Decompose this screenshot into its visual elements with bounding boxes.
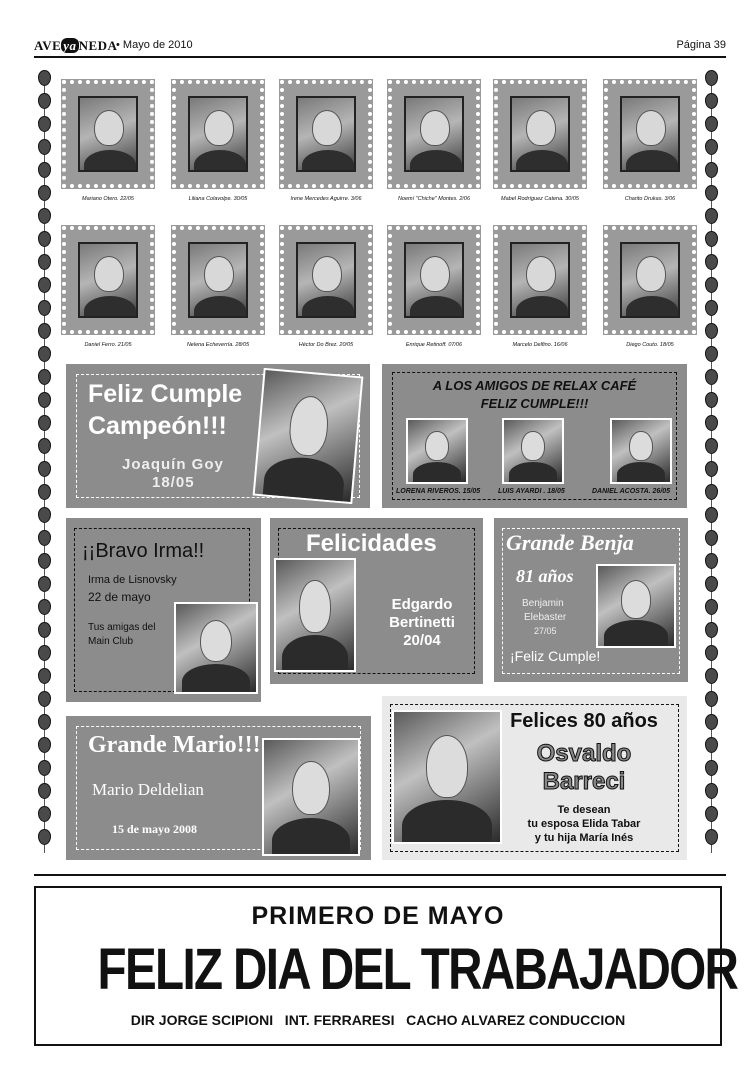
- stamp-caption: Irene Mercedes Aguirre. 3/06: [290, 196, 362, 202]
- portrait-photo: [78, 96, 138, 172]
- birthday-stamp: [604, 80, 696, 188]
- portrait-photo: [620, 96, 680, 172]
- balloon-icon: [705, 829, 718, 845]
- balloon-icon: [38, 599, 51, 615]
- balloon-icon: [38, 231, 51, 247]
- birthday-stamp: [172, 226, 264, 334]
- portrait-photo: [620, 242, 680, 318]
- balloon-icon: [705, 300, 718, 316]
- edgardo-photo: [274, 558, 356, 672]
- card-irma-title: ¡¡Bravo Irma!!: [82, 540, 205, 562]
- balloon-icon: [705, 346, 718, 362]
- birthday-stamp: [494, 226, 586, 334]
- balloon-icon: [38, 277, 51, 293]
- card-benja-wish: ¡Feliz Cumple!: [510, 648, 601, 664]
- balloon-icon: [705, 254, 718, 270]
- balloon-icon: [705, 576, 718, 592]
- balloon-icon: [38, 162, 51, 178]
- balloon-icon: [705, 185, 718, 201]
- stamp-caption: Noemí "Chiche" Montes. 2/06: [397, 196, 471, 202]
- balloon-icon: [38, 415, 51, 431]
- card-irma: [66, 518, 261, 702]
- balloon-icon: [38, 484, 51, 500]
- card-benja-age: 81 años: [516, 566, 574, 586]
- card-campeon-date: 18/05: [152, 474, 195, 491]
- balloon-icon: [38, 576, 51, 592]
- birthday-stamp: [62, 80, 154, 188]
- balloon-icon: [38, 737, 51, 753]
- page-number: Página 39: [676, 39, 726, 51]
- card-felicidades-date: 20/04: [403, 632, 441, 649]
- logo-left: AVE: [34, 38, 62, 53]
- friend-caption-1: LORENA RIVEROS. 15/05: [396, 488, 481, 495]
- balloon-border-left: [36, 70, 54, 850]
- card-benja-name1: Benjamin: [522, 598, 564, 609]
- stamp-caption: Diego Couto. 18/05: [626, 342, 674, 348]
- banner-line3: DIR JORGE SCIPIONI INT. FERRARESI CACHO ALVAREZ CONDUCCION: [130, 1012, 626, 1028]
- balloon-icon: [38, 254, 51, 270]
- card-mario-date: 15 de mayo 2008: [112, 822, 197, 836]
- card-irma-from2: Main Club: [88, 636, 134, 647]
- stamp-caption: Enrique Retinoff. 07/06: [405, 342, 463, 348]
- newspaper-logo: [34, 38, 117, 54]
- balloon-icon: [705, 369, 718, 385]
- card-osvaldo-title: Felices 80 años: [510, 710, 658, 732]
- balloon-icon: [38, 208, 51, 224]
- balloon-icon: [38, 70, 51, 86]
- portrait-photo: [296, 96, 356, 172]
- birthday-stamp: [604, 226, 696, 334]
- banner-line2: FELIZ DIA DEL TRABAJADOR: [97, 937, 738, 1002]
- balloon-icon: [705, 783, 718, 799]
- balloon-icon: [705, 208, 718, 224]
- balloon-icon: [38, 530, 51, 546]
- birthday-stamp: [62, 226, 154, 334]
- portrait-photo: [188, 242, 248, 318]
- balloon-icon: [705, 392, 718, 408]
- bottom-rule: [34, 874, 726, 876]
- balloon-icon: [705, 116, 718, 132]
- page-header: [34, 38, 726, 56]
- card-campeon-name: Joaquín Goy: [122, 456, 224, 473]
- balloon-icon: [705, 645, 718, 661]
- benja-photo: [596, 564, 676, 648]
- balloon-icon: [705, 691, 718, 707]
- balloon-icon: [705, 461, 718, 477]
- balloon-icon: [705, 438, 718, 454]
- stamp-caption: Héctor Do Brez. 20/05: [298, 342, 354, 348]
- balloon-icon: [705, 415, 718, 431]
- balloon-icon: [38, 691, 51, 707]
- card-felicidades-name1: Edgardo: [391, 596, 453, 613]
- card-benja-title: Grande Benja: [506, 530, 634, 555]
- balloon-icon: [705, 162, 718, 178]
- logo-right: NEDA: [78, 38, 118, 53]
- balloon-icon: [705, 737, 718, 753]
- card-mario-name: Mario Deldelian: [92, 780, 204, 799]
- header-rule: [34, 56, 726, 58]
- balloon-icon: [38, 139, 51, 155]
- balloon-icon: [38, 622, 51, 638]
- card-campeon-line2: Campeón!!!: [88, 412, 227, 440]
- stamp-caption: Mariano Otero. 22/05: [82, 196, 134, 202]
- friend-caption-3: DANIEL ACOSTA. 26/05: [592, 488, 671, 495]
- friend-photo-1: [406, 418, 468, 484]
- portrait-photo: [510, 96, 570, 172]
- balloon-icon: [705, 484, 718, 500]
- card-osvaldo-name2: Barreci: [542, 768, 626, 795]
- card-campeon: [66, 364, 370, 508]
- balloon-icon: [705, 231, 718, 247]
- trabajador-banner: [34, 886, 738, 1046]
- birthday-stamp: [494, 80, 586, 188]
- balloon-icon: [38, 714, 51, 730]
- balloon-icon: [38, 461, 51, 477]
- stamp-caption: Daniel Ferro. 21/05: [84, 342, 132, 348]
- card-irma-date: 22 de mayo: [88, 590, 151, 604]
- card-felicidades-title: Felicidades: [306, 530, 437, 557]
- card-benja: [494, 518, 688, 682]
- balloon-icon: [705, 668, 718, 684]
- birthday-stamp: [388, 226, 480, 334]
- stamp-caption: Marcelo Delfino. 16/06: [512, 342, 568, 348]
- balloon-icon: [38, 806, 51, 822]
- card-relax-line2: FELIZ CUMPLE!!!: [480, 396, 589, 411]
- card-relax-line1: A LOS AMIGOS DE RELAX CAFÉ: [432, 378, 637, 393]
- stamp-caption: Mabel Rodríguez Catena. 30/05: [501, 196, 579, 202]
- birthday-stamp: [280, 80, 372, 188]
- balloon-icon: [38, 369, 51, 385]
- balloon-icon: [38, 760, 51, 776]
- portrait-photo: [404, 96, 464, 172]
- friend-caption-2: LUIS AYARDI . 18/05: [498, 488, 565, 495]
- balloon-icon: [705, 277, 718, 293]
- balloon-icon: [38, 668, 51, 684]
- balloon-border-right: [703, 70, 721, 850]
- issue-date: • Mayo de 2010: [116, 39, 193, 51]
- portrait-photo: [510, 242, 570, 318]
- stamp-caption: Liliana Colavolpe. 30/05: [188, 196, 248, 202]
- card-mario-title: Grande Mario!!!: [88, 732, 261, 758]
- balloon-icon: [38, 93, 51, 109]
- card-irma-from1: Tus amigas del: [88, 622, 156, 633]
- card-felicidades: [270, 518, 483, 684]
- friend-photo-3: [610, 418, 672, 484]
- card-mario: [66, 716, 371, 860]
- balloon-icon: [705, 139, 718, 155]
- card-relax-cafe: [382, 364, 687, 508]
- balloon-icon: [705, 507, 718, 523]
- balloon-icon: [38, 438, 51, 454]
- card-osvaldo-from1: Te desean: [557, 804, 611, 816]
- portrait-photo: [296, 242, 356, 318]
- balloon-icon: [705, 622, 718, 638]
- balloon-icon: [38, 346, 51, 362]
- balloon-icon: [38, 645, 51, 661]
- card-irma-name: Irma de Lisnovsky: [88, 574, 177, 586]
- balloon-icon: [38, 323, 51, 339]
- banner-line1: PRIMERO DE MAYO: [251, 902, 505, 930]
- stamp-caption: Nelena Echeverría. 28/05: [186, 342, 250, 348]
- birthday-stamp: [388, 80, 480, 188]
- balloon-icon: [38, 185, 51, 201]
- friend-photo-2: [502, 418, 564, 484]
- portrait-photo: [78, 242, 138, 318]
- balloon-icon: [38, 300, 51, 316]
- portrait-photo: [404, 242, 464, 318]
- balloon-icon: [38, 116, 51, 132]
- balloon-icon: [38, 783, 51, 799]
- mario-photo: [262, 738, 360, 856]
- balloon-icon: [38, 507, 51, 523]
- balloon-icon: [705, 530, 718, 546]
- balloon-icon: [705, 553, 718, 569]
- balloon-icon: [705, 599, 718, 615]
- balloon-icon: [705, 760, 718, 776]
- balloon-icon: [705, 70, 718, 86]
- card-felicidades-name2: Bertinetti: [389, 614, 455, 631]
- irma-photo: [174, 602, 258, 694]
- balloon-icon: [38, 553, 51, 569]
- birthday-stamp: [280, 226, 372, 334]
- card-osvaldo-from2: tu esposa Elida Tabar: [527, 818, 641, 830]
- card-osvaldo-name1: Osvaldo: [536, 740, 632, 767]
- card-benja-date: 27/05: [534, 626, 557, 636]
- card-osvaldo: [382, 696, 687, 860]
- logo-mid: ya: [63, 38, 77, 53]
- balloon-icon: [38, 829, 51, 845]
- balloon-icon: [705, 323, 718, 339]
- stamp-caption: Charito Drukas. 3/06: [624, 196, 676, 202]
- card-benja-name2: Elebaster: [524, 612, 567, 623]
- balloon-icon: [705, 93, 718, 109]
- balloon-icon: [38, 392, 51, 408]
- portrait-photo: [188, 96, 248, 172]
- birthday-stamp: [172, 80, 264, 188]
- boy-photo: [253, 368, 364, 504]
- card-osvaldo-from3: y tu hija María Inés: [534, 832, 634, 844]
- card-campeon-line1: Feliz Cumple: [88, 380, 243, 408]
- balloon-icon: [705, 714, 718, 730]
- balloon-icon: [705, 806, 718, 822]
